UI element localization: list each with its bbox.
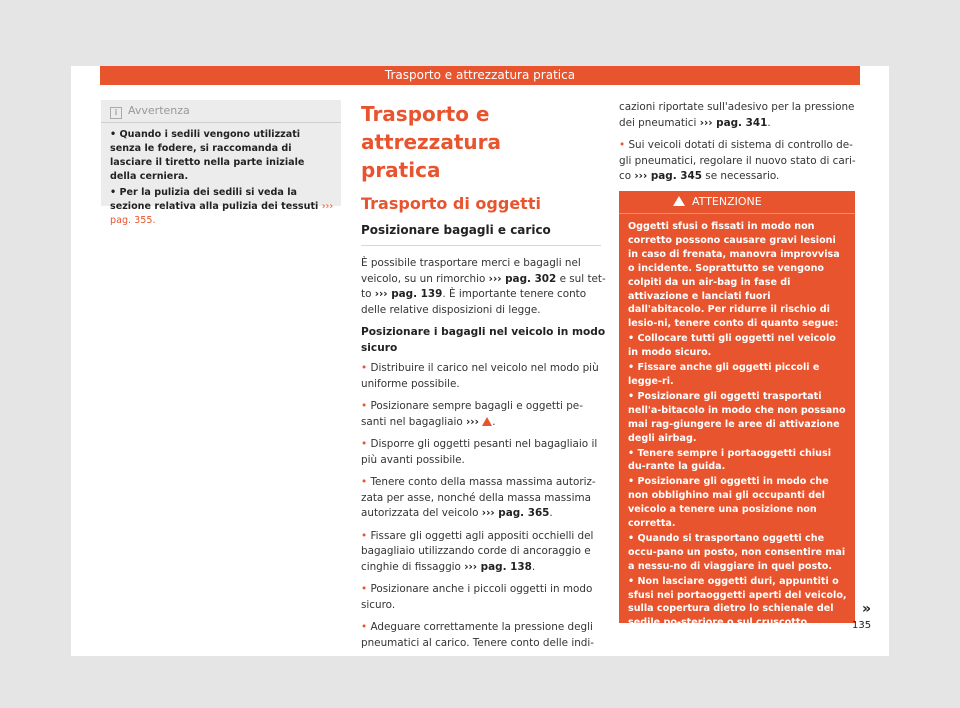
page-reference-link[interactable]: ››› pag. 365 (481, 507, 550, 519)
subsection-title: Posizionare bagagli e carico (361, 221, 601, 246)
warning-item: • Non lasciare oggetti duri, appuntiti o sfusi nei portaoggetti aperti del veicolo, sulla copertura dietro lo schienale del sedile po-steriore o sul cruscotto. (628, 575, 847, 629)
warning-item: • Posizionare gli oggetti in modo che non obblighino mai gli occupanti del veicolo a tenere una posizione non corretta. (628, 476, 829, 530)
chapter-title: Trasporto e attrezzatura pratica (361, 102, 501, 182)
right-column (619, 100, 859, 192)
info-icon: i (110, 107, 122, 119)
page-reference-link[interactable]: ››› pag. 341 (699, 116, 768, 129)
intro-paragraph: È possibile trasportare merci e bagagli nel veicolo, su un rimorchio ››› pag. 302 e sul tet-to ››› pag. 139. È importante tenere conto delle relative disposizioni di legge. (361, 257, 606, 316)
note-body (101, 123, 341, 228)
continued-paragraph: cazioni riportate sull'adesivo per la pressione dei pneumatici ››› pag. 341. (619, 101, 855, 129)
page-number: 135 (852, 620, 872, 631)
list-item: • Posizionare sempre bagagli e oggetti pe-santi nel bagagliaio ››› . (361, 400, 583, 428)
warning-triangle-icon (673, 196, 685, 206)
list-item: • Tenere conto della massa massima autoriz-zata per asse, nonché della massa massima autorizzata del veicolo ››› pag. 365. (361, 476, 596, 519)
page-reference-link[interactable]: ››› pag. 355. (110, 201, 334, 226)
running-header: Trasporto e attrezzatura pratica (100, 66, 860, 85)
main-column (361, 100, 606, 658)
note-item: • Quando i sedili vengono utilizzati senza le fodere, si raccomanda di lasciare il tiretto nella parte iniziale della cerniera. (110, 129, 305, 182)
page-reference-link[interactable]: ››› (466, 415, 479, 428)
warning-item: • Tenere sempre i portaoggetti chiusi du-rante la guida. (628, 447, 831, 473)
page-reference-link[interactable]: ››› pag. 345 (634, 170, 702, 182)
warning-title: ATTENZIONE (692, 195, 762, 208)
warning-body (619, 214, 855, 630)
warning-item: • Quando si trasportano oggetti che occu-pano un posto, non consentire mai a nessu-no di viaggiare in quel posto. (628, 532, 846, 572)
page-reference-link[interactable]: ››› pag. 139 (374, 288, 443, 300)
warning-intro: Oggetti sfusi o fissati in modo non corretto possono causare gravi lesioni in caso di frenata, manovra improvvisa o incidente. Soprattutto se vengono colpiti da un air-bag in fase di attivazione e lanciati fuori dall'abitacolo. Per ridurre il rischio di lesio-ni, tenere conto di quanto segue: (628, 221, 840, 330)
page-reference-link[interactable]: ››› pag. 138 (464, 560, 532, 573)
paragraph-heading: Posizionare i bagagli nel veicolo in modo sicuro (361, 326, 606, 354)
note-title: Avvertenza (128, 104, 190, 117)
warning-item: • Collocare tutti gli oggetti nel veicolo in modo sicuro. (628, 333, 836, 359)
warning-item: • Fissare anche gli oggetti piccoli e legge-ri. (628, 362, 820, 387)
page-reference-link[interactable]: ››› pag. 302 (488, 272, 557, 285)
list-item: • Adeguare correttamente la pressione degli pneumatici al carico. Tenere conto delle indi- (361, 621, 595, 649)
list-item: • Distribuire il carico nel veicolo nel modo più uniforme possibile. (361, 362, 599, 390)
note-box (101, 100, 341, 226)
continue-marker: » (862, 601, 872, 617)
warning-icon (482, 417, 492, 426)
warning-header (619, 191, 855, 214)
warning-box (619, 191, 855, 629)
note-header (101, 100, 341, 123)
list-item: • Posizionare anche i piccoli oggetti in modo sicuro. (361, 583, 593, 611)
section-title: Trasporto di oggetti (361, 194, 541, 213)
warning-item: • Posizionare gli oggetti trasportati nell'a-bitacolo in modo che non possano mai rag-giungere le aree di attivazione degli airbag. (628, 390, 846, 444)
list-item: • Fissare gli oggetti agli appositi occhielli del bagagliaio utilizzando corde di ancoraggio e cinghie di fissaggio ››› pag. 138. (361, 529, 594, 573)
list-item: • Sui veicoli dotati di sistema di controllo de-gli pneumatici, regolare il nuovo stato di cari-co ››› pag. 345 se necessario. (619, 139, 856, 182)
list-item: • Disporre gli oggetti pesanti nel bagagliaio il più avanti possibile. (361, 438, 598, 466)
note-item: • Per la pulizia dei sedili si veda la sezione relativa alla pulizia dei tessuti ››› pag. 355. (110, 187, 334, 226)
